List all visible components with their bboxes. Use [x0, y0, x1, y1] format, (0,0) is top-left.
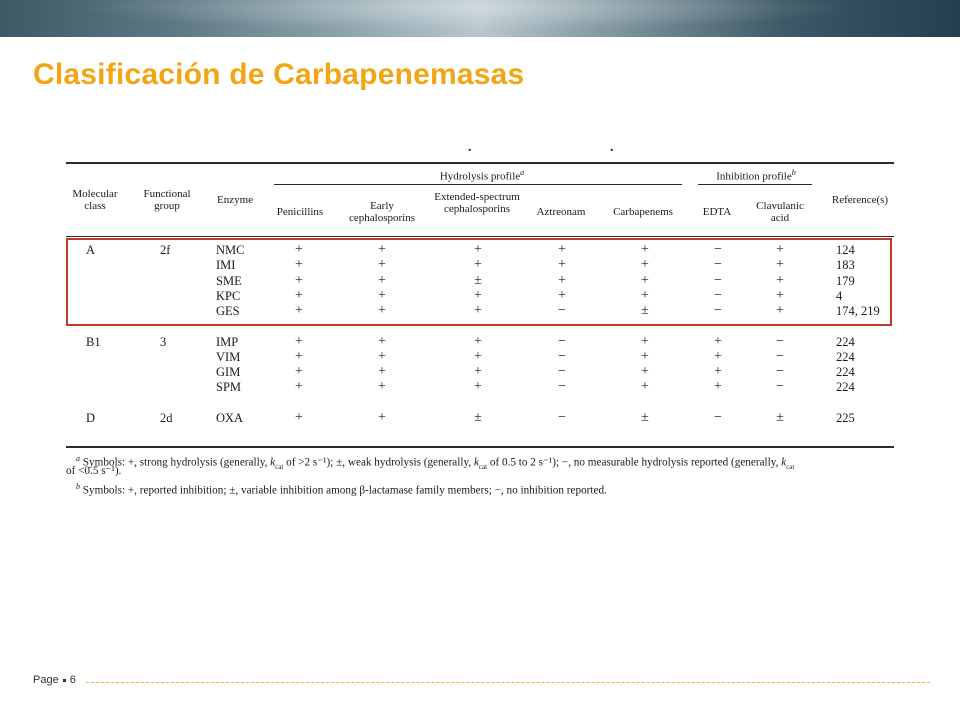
footnote-a-line1: $^a$ Symbols: +, strong hydrolysis (generally, $k_{cat}$ of >2 s⁻¹); ±, weak hydrolysis (generally, $k_{cat}$ of 0.5 to 2 s⁻¹); −, no measurable hydrolysis reported (generally, $k_{cat}$: [76, 454, 795, 471]
enzyme-cell: SME: [216, 273, 242, 288]
footnote-b: $^b$ Symbols: +, reported inhibition; ±, variable inhibition among β-lactamase family members; −, no inhibition reported.: [76, 482, 607, 497]
top-banner: [0, 0, 960, 37]
symbol-cell-edta: −: [714, 272, 722, 288]
symbol-cell-early: +: [378, 303, 386, 319]
reference-cell: 174, 219: [836, 304, 880, 319]
symbol-cell-carb: +: [641, 242, 649, 257]
symbol-cell-carb: +: [641, 287, 649, 303]
enzyme-cell: IMP: [216, 334, 239, 349]
footnote-a-line2: of <0.5 s⁻¹).: [66, 465, 122, 477]
symbol-cell-pen: +: [295, 272, 303, 288]
symbol-cell-azt: −: [558, 379, 566, 395]
symbol-cell-pen: +: [295, 242, 303, 257]
symbol-cell-early: +: [378, 409, 386, 425]
functional-group-cell: 3: [160, 334, 167, 349]
functional-group-cell: 2f: [160, 243, 171, 257]
symbol-cell-carb: +: [641, 257, 649, 273]
symbol-cell-ext: +: [474, 333, 482, 349]
symbol-cell-pen: +: [295, 409, 303, 425]
symbol-cell-pen: +: [295, 333, 303, 349]
table-top-rule: [66, 162, 894, 164]
table-bottom-rule: [66, 446, 894, 448]
symbol-cell-clav: +: [776, 242, 784, 257]
page-label: Page: [33, 674, 59, 686]
symbol-cell-ext: +: [474, 364, 482, 380]
symbol-cell-clav: +: [776, 303, 784, 319]
scan-dot: .: [468, 140, 472, 155]
slide-title: Clasificación de Carbapenemasas: [33, 58, 525, 91]
symbol-cell-azt: +: [558, 287, 566, 303]
symbol-cell-edta: +: [714, 379, 722, 395]
symbol-cell-carb: ±: [641, 303, 649, 319]
symbol-cell-early: +: [378, 348, 386, 364]
symbol-cell-ext: ±: [474, 409, 482, 425]
inhibition-underline: [698, 184, 812, 185]
symbol-cell-carb: +: [641, 348, 649, 364]
enzyme-cell: VIM: [216, 349, 241, 364]
symbol-cell-early: +: [378, 287, 386, 303]
col-header-edta: EDTA: [702, 206, 732, 218]
footer-dashed-line: [86, 682, 930, 683]
carbapenemase-table: [62, 140, 902, 500]
functional-group-cell: 2d: [160, 410, 173, 425]
col-header-penicillins: Penicillins: [276, 206, 324, 218]
col-header-molecular-class: Molecular class: [72, 188, 118, 212]
col-header-carbapenems: Carbapenems: [613, 206, 673, 218]
header-bottom-rule: [66, 236, 894, 237]
symbol-cell-carb: +: [641, 333, 649, 349]
symbol-cell-early: +: [378, 364, 386, 380]
scan-dot: .: [610, 140, 614, 155]
symbol-cell-clav: −: [776, 364, 784, 380]
reference-cell: 224: [836, 334, 855, 349]
symbol-cell-clav: +: [776, 287, 784, 303]
symbol-cell-azt: −: [558, 333, 566, 349]
symbol-cell-azt: −: [558, 348, 566, 364]
symbol-cell-clav: −: [776, 379, 784, 395]
symbol-cell-pen: +: [295, 364, 303, 380]
col-header-extended-spectrum: Extended-spectrum cephalosporins: [434, 191, 520, 215]
symbol-cell-azt: −: [558, 303, 566, 319]
col-header-early-cephalosporins: Early cephalosporins: [349, 200, 415, 224]
symbol-cell-pen: +: [295, 257, 303, 273]
symbol-cell-early: +: [378, 379, 386, 395]
enzyme-cell: KPC: [216, 288, 241, 303]
symbol-cell-early: +: [378, 242, 386, 257]
symbol-cell-azt: −: [558, 364, 566, 380]
symbol-cell-pen: +: [295, 379, 303, 395]
reference-cell: 179: [836, 273, 855, 288]
group-header-hydrolysis: Hydrolysis profile$^a$: [439, 168, 525, 183]
symbol-cell-edta: −: [714, 409, 722, 425]
symbol-cell-early: +: [378, 272, 386, 288]
col-header-enzyme: Enzyme: [216, 194, 254, 206]
symbol-cell-edta: −: [714, 242, 722, 257]
col-header-functional-group: Functional group: [143, 188, 191, 212]
reference-cell: 224: [836, 365, 855, 380]
symbol-cell-edta: −: [714, 287, 722, 303]
reference-cell: 224: [836, 349, 855, 364]
symbol-cell-clav: ±: [776, 409, 784, 425]
symbol-cell-early: +: [378, 333, 386, 349]
symbol-cell-carb: +: [641, 379, 649, 395]
molecular-class-cell: A: [86, 243, 96, 257]
molecular-class-cell: D: [86, 410, 96, 425]
symbol-cell-ext: +: [474, 303, 482, 319]
reference-cell: 224: [836, 380, 855, 395]
symbol-cell-azt: +: [558, 272, 566, 288]
symbol-cell-pen: +: [295, 287, 303, 303]
group-header-inhibition: Inhibition profile$^b$: [716, 168, 796, 183]
enzyme-cell: SPM: [216, 380, 242, 395]
symbol-cell-pen: +: [295, 303, 303, 319]
enzyme-cell: GIM: [216, 365, 241, 380]
symbol-cell-edta: +: [714, 364, 722, 380]
symbol-cell-carb: +: [641, 272, 649, 288]
col-header-aztreonam: Aztreonam: [536, 206, 586, 218]
class-a-highlight-box: [66, 238, 892, 326]
symbol-cell-clav: −: [776, 333, 784, 349]
symbol-cell-carb: +: [641, 364, 649, 380]
symbol-cell-pen: +: [295, 348, 303, 364]
symbol-cell-clav: −: [776, 348, 784, 364]
symbol-cell-carb: ±: [641, 409, 649, 425]
page-number: 6: [69, 674, 76, 686]
enzyme-cell: GES: [216, 304, 240, 319]
symbol-cell-early: +: [378, 257, 386, 273]
enzyme-cell: IMI: [216, 258, 236, 273]
hydrolysis-underline: [274, 184, 682, 185]
symbol-cell-azt: −: [558, 409, 566, 425]
symbol-cell-edta: −: [714, 303, 722, 319]
symbol-cell-edta: +: [714, 348, 722, 364]
symbol-cell-ext: ±: [474, 272, 482, 288]
enzyme-cell: NMC: [216, 243, 245, 257]
col-header-clavulanic-acid: Clavulanic acid: [756, 200, 804, 224]
enzyme-cell: OXA: [216, 410, 244, 425]
page-indicator: [33, 674, 76, 686]
symbol-cell-ext: +: [474, 379, 482, 395]
symbol-cell-edta: −: [714, 257, 722, 273]
symbol-cell-ext: +: [474, 242, 482, 257]
symbol-cell-clav: +: [776, 272, 784, 288]
reference-cell: 183: [836, 258, 855, 273]
symbol-cell-ext: +: [474, 287, 482, 303]
reference-cell: 225: [836, 410, 855, 425]
page-dot-icon: [63, 679, 66, 682]
reference-cell: 124: [836, 243, 855, 257]
col-header-references: Reference(s): [831, 194, 889, 206]
symbol-cell-clav: +: [776, 257, 784, 273]
symbol-cell-azt: +: [558, 242, 566, 257]
symbol-cell-edta: +: [714, 333, 722, 349]
reference-cell: 4: [836, 288, 843, 303]
symbol-cell-azt: +: [558, 257, 566, 273]
molecular-class-cell: B1: [86, 334, 101, 349]
symbol-cell-ext: +: [474, 257, 482, 273]
symbol-cell-ext: +: [474, 348, 482, 364]
